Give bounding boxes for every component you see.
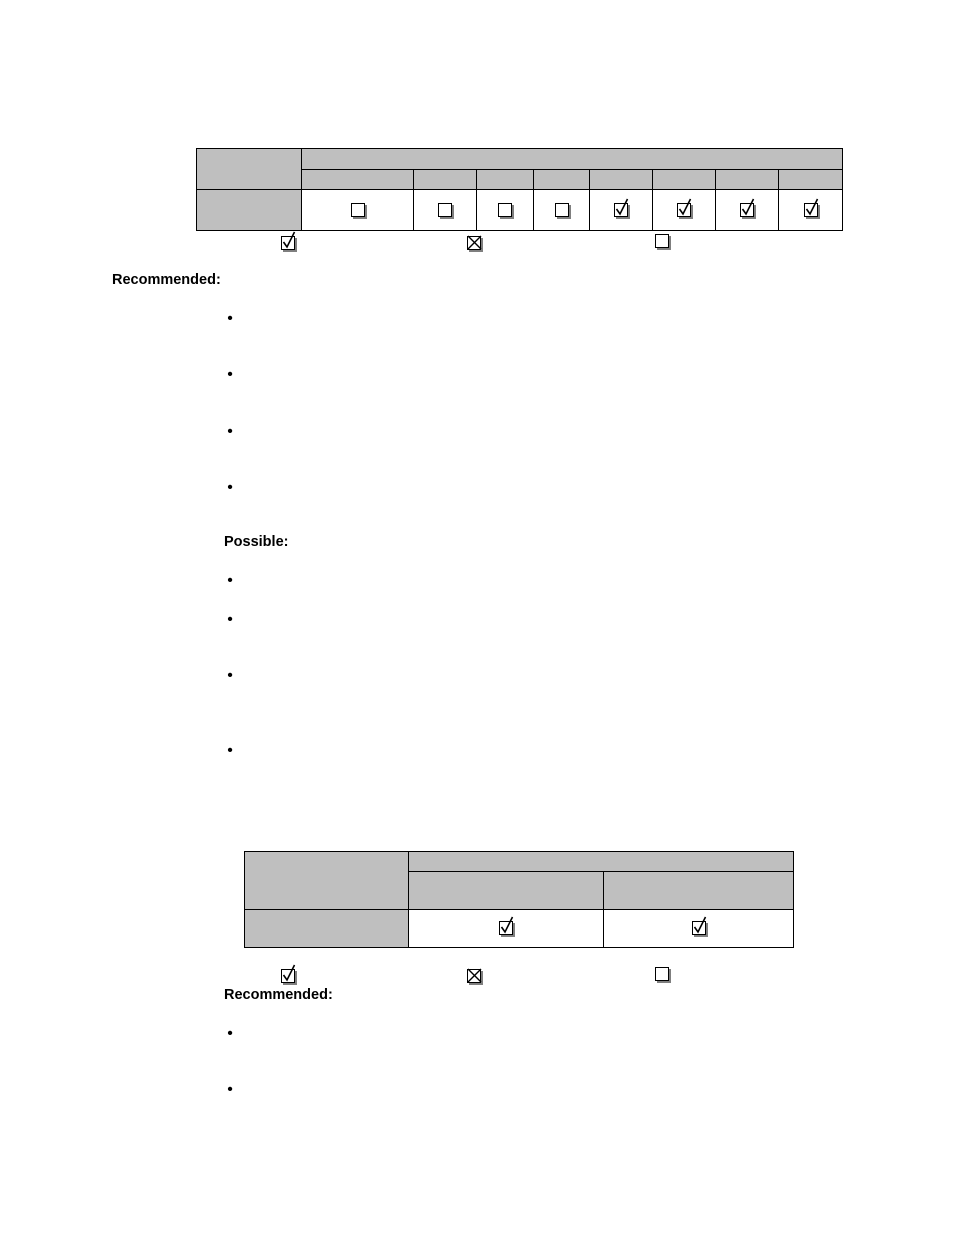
table2-corner-header: [245, 852, 409, 910]
list-bullet: •: [227, 1081, 233, 1098]
empty-box-icon: [498, 203, 512, 217]
table1-cell: [414, 190, 477, 231]
table1-column-header: [302, 170, 414, 190]
list-bullet: •: [227, 667, 233, 684]
recommended-heading: Recommended:: [224, 987, 333, 1003]
table1-column-header: [653, 170, 716, 190]
checked-box-icon: [281, 236, 295, 250]
table1-cell: [716, 190, 779, 231]
list-bullet: •: [227, 310, 233, 327]
list-bullet: •: [227, 1025, 233, 1042]
checked-box-icon: [804, 203, 818, 217]
table1-column-header: [779, 170, 843, 190]
table2-column-header: [604, 872, 794, 910]
table1-cell: [477, 190, 534, 231]
table1-row-header: [197, 190, 302, 231]
empty-box-icon: [351, 203, 365, 217]
table1-column-header: [534, 170, 590, 190]
table2-cell: [604, 910, 794, 948]
table1-column-header: [716, 170, 779, 190]
compatibility-table-2: [244, 851, 794, 948]
table1-cell: [653, 190, 716, 231]
table1-cell: [534, 190, 590, 231]
table1-column-header: [590, 170, 653, 190]
list-bullet: •: [227, 611, 233, 628]
table2-group-header: [409, 852, 794, 872]
list-bullet: •: [227, 423, 233, 440]
checked-box-icon: [740, 203, 754, 217]
list-bullet: •: [227, 572, 233, 589]
list-bullet: •: [227, 366, 233, 383]
table1-cell: [590, 190, 653, 231]
list-bullet: •: [227, 742, 233, 759]
crossed-box-icon: [467, 969, 481, 983]
recommended-heading: Recommended:: [112, 272, 221, 288]
empty-box-icon: [655, 234, 669, 248]
possible-heading: Possible:: [224, 534, 289, 550]
empty-box-icon: [655, 967, 669, 981]
legend-1: [0, 0, 954, 18]
table1-corner-header: [197, 149, 302, 190]
table2-column-header: [409, 872, 604, 910]
table1-cell: [302, 190, 414, 231]
empty-box-icon: [438, 203, 452, 217]
table1-group-header: [302, 149, 843, 170]
checked-box-icon: [614, 203, 628, 217]
table1-cell: [779, 190, 843, 231]
table2-cell: [409, 910, 604, 948]
table1-column-header: [414, 170, 477, 190]
checked-box-icon: [499, 921, 513, 935]
checked-box-icon: [281, 969, 295, 983]
list-bullet: •: [227, 479, 233, 496]
checked-box-icon: [677, 203, 691, 217]
table1-column-header: [477, 170, 534, 190]
table2-row-header: [245, 910, 409, 948]
crossed-box-icon: [467, 236, 481, 250]
legend-2: [0, 18, 954, 36]
checked-box-icon: [692, 921, 706, 935]
compatibility-table-1: [196, 148, 843, 231]
empty-box-icon: [555, 203, 569, 217]
